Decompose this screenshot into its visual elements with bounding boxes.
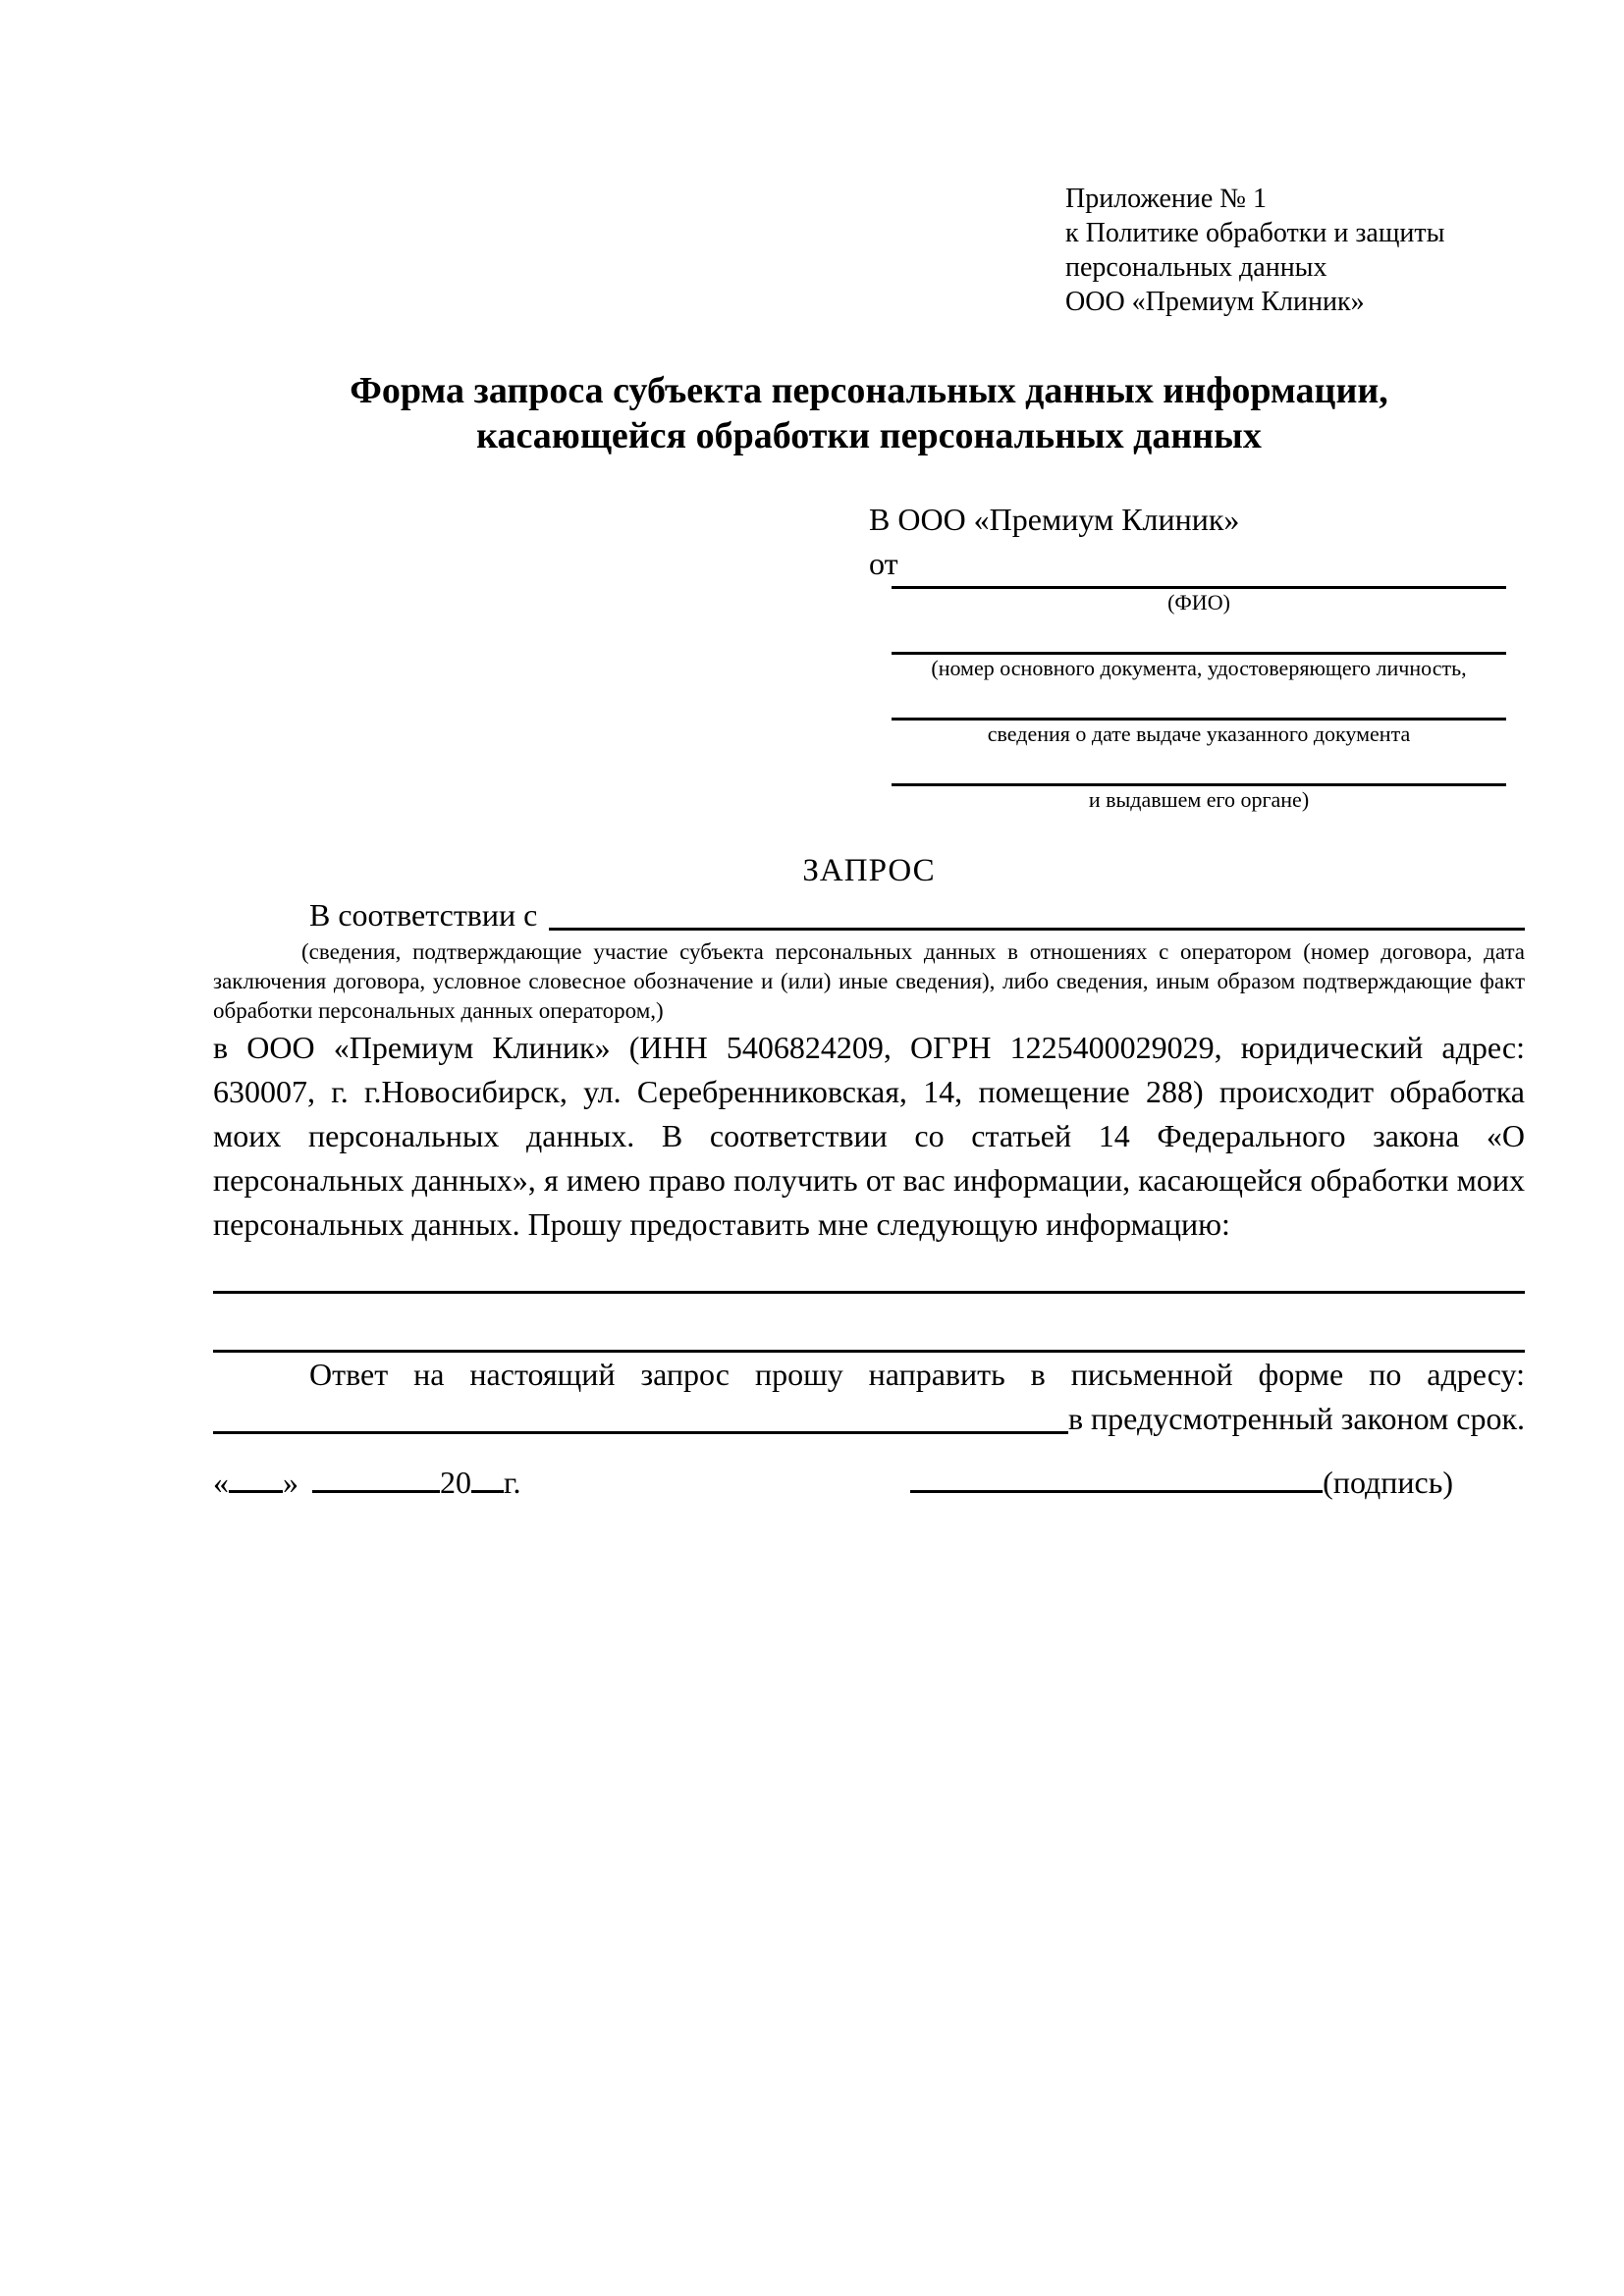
body-paragraph: в ООО «Премиум Клиник» (ИНН 5406824209, ОГРН 1225400029029, юридический адрес: 630007, г. г.Новосибирск, ул. Серебренниковская, 14, помещение 288) происходит обработка моих персональных данных. В соответствии со статьей 14 Федерального закона «О персональных данных», я имею право получить от вас информации, касающейся обработки моих персональных данных. Прошу предоставить мне следующую информацию: xyxy=(213,1030,1525,1242)
date-month-field[interactable] xyxy=(312,1490,440,1493)
issuing-authority-caption: и выдавшем его органе) xyxy=(1088,787,1310,812)
date-quote-close: » xyxy=(283,1465,298,1500)
document-number-caption: (номер основного документа, удостоверяющего личность, xyxy=(931,656,1467,680)
form-title-line2: касающейся обработки персональных данных xyxy=(476,415,1262,456)
appendix-note xyxy=(1065,182,1525,319)
addressee-from-label: от xyxy=(869,546,898,581)
compliance-field-line[interactable] xyxy=(549,893,1525,931)
date-day-field[interactable] xyxy=(229,1490,283,1493)
appendix-note-line: к Политике обработки и защиты xyxy=(1065,218,1445,248)
reply-address-row xyxy=(213,1397,1525,1441)
addressee-to: В ООО «Премиум Клиник» xyxy=(869,502,1240,537)
form-title-line1: Форма запроса субъекта персональных данных информации, xyxy=(350,370,1388,411)
date-quote-open: « xyxy=(213,1465,229,1500)
appendix-note-line: Приложение № 1 xyxy=(1065,184,1267,214)
signature-caption: (подпись) xyxy=(1323,1465,1453,1500)
info-field-line-1[interactable] xyxy=(213,1247,1525,1294)
compliance-intro-text: В соответствии с xyxy=(309,897,538,933)
reply-request-paragraph: Ответ на настоящий запрос прошу направить в письменной форме по адресу: xyxy=(309,1357,1525,1392)
form-title xyxy=(213,368,1525,458)
date-year-field[interactable] xyxy=(471,1490,504,1493)
signature-block xyxy=(910,1461,1453,1505)
signature-field-line[interactable] xyxy=(910,1490,1323,1493)
date-year-prefix: 20 xyxy=(440,1465,471,1500)
issue-date-caption: сведения о дате выдаче указанного документа xyxy=(987,721,1411,746)
request-heading: ЗАПРОС xyxy=(802,853,936,888)
date-signature-row xyxy=(213,1461,1525,1505)
address-field-line[interactable] xyxy=(213,1397,1068,1434)
info-field-line-2[interactable] xyxy=(213,1294,1525,1353)
appendix-note-line: ООО «Премиум Клиник» xyxy=(1065,287,1365,317)
compliance-intro-row xyxy=(213,893,1525,937)
addressee-block xyxy=(869,498,1525,586)
fio-caption: (ФИО) xyxy=(1167,590,1230,614)
date-template xyxy=(213,1461,521,1505)
applicant-fields xyxy=(892,586,1506,813)
fine-print-note: (сведения, подтверждающие участие субъекта персональных данных в отношениях с оператором (номер договора, дата заключения договора, условное словесное обозначение и (или) иные сведения), либо сведения, иным образом подтверждающие факт обработки персональных данных оператором,) xyxy=(213,939,1525,1023)
date-year-suffix: г. xyxy=(504,1465,521,1500)
reply-deadline-text: в предусмотренный законом срок. xyxy=(1067,1401,1525,1436)
appendix-note-line: персональных данных xyxy=(1065,252,1327,283)
